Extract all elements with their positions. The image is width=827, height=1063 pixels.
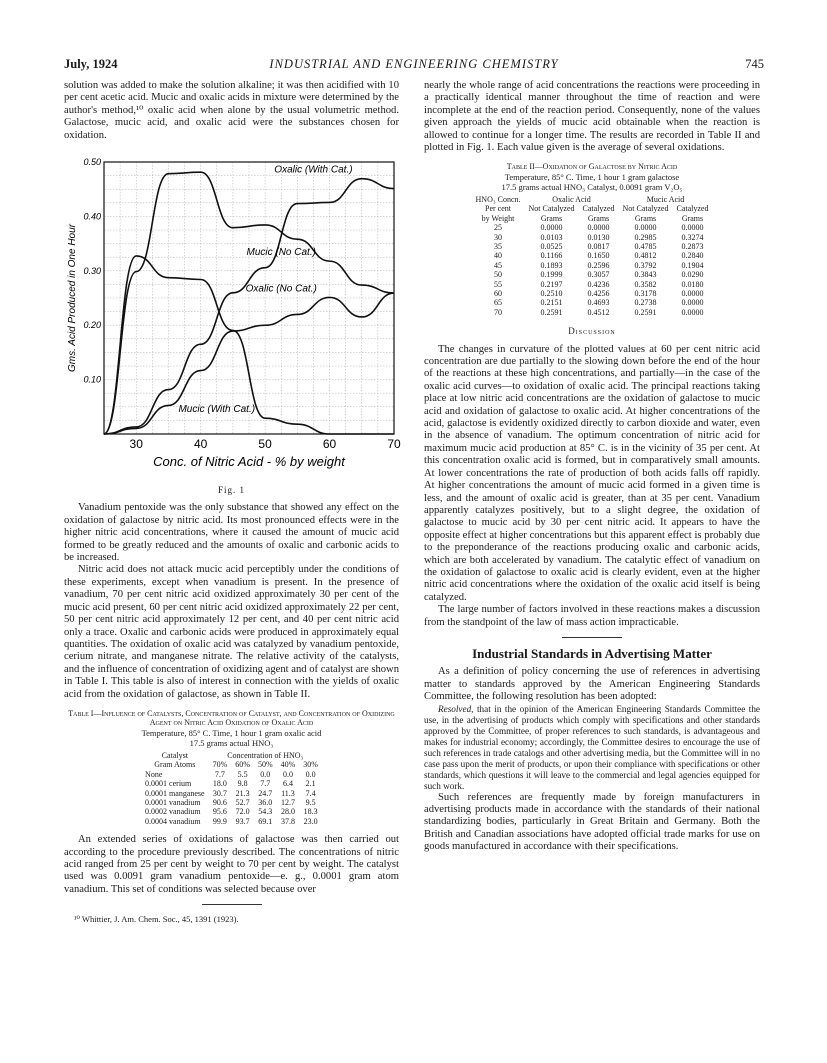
- table-cell: 0.0001 cerium: [145, 779, 192, 789]
- discussion-paragraph-1: The changes in curvature of the plotted values at 60 per cent nitric acid concentration are due partially to the slowing down before the end of the hour of the reactions at these high concentrations, and partially—in the case of the oxalic acid curves—to oxidation of oxalic acid. The principal reactions taking place at low nitric acid concentrations are the oxidation of galactose to mucic acid and oxidation of galactose to oxalic acid. At higher concentrations of the acid, galactose is evidently oxidized directly to carbon dioxide and water, even in the absence of vanadium. The optimum concentration of nitric acid for maximum mucic acid production at 85° C. is in the vicinity of 35 per cent. At this concentration oxalic acid is formed, but in comparatively small amounts. At lower concentrations the rate of production of both acids falls off rapidly. At higher concentrations the amount of mucic acid formed in a given time is less, and the amount of oxalic acid is greater, than at 35 per cent. Vanadium apparently catalyzes positively, but to a slight degree, the oxidation of galactose to mucic acid by 30 per cent nitric acid. It appears to have the opposite effect at higher concentrations but this apparent effect is probably due to the preponderance of the reactions producing oxalic and carbonic acids, which are both accelerated by vanadium. The catalytic effect of vanadium on the oxidation of galactose to oxalic acid is clearly evident, even at the higher nitric acid concentrations where the oxidation of the oxalic acid itself is being catalyzed.: [424, 343, 760, 603]
- figure-1: [64, 150, 399, 480]
- table-2-sub-header: Not Catalyzed: [622, 204, 669, 214]
- table-cell: 0.0000: [681, 307, 704, 317]
- right-column: [424, 80, 760, 854]
- table-cell: 0.0000: [634, 223, 657, 233]
- table-cell: 0.2510: [540, 289, 563, 298]
- table-cell: 50: [494, 270, 503, 280]
- table-row: [472, 289, 713, 298]
- table-cell: 0.4785: [634, 241, 657, 251]
- table-row: [472, 242, 713, 251]
- table-row: [141, 817, 322, 826]
- series-label: Oxalic (No Cat.): [245, 283, 317, 295]
- table-2-units: Grams: [540, 213, 563, 223]
- table-2-caption: Table II—Oxidation of Galactose by Nitric Acid: [506, 162, 678, 172]
- table-row: [141, 789, 322, 798]
- table-cell: 0.3843: [634, 270, 657, 280]
- table-cell: 54.3: [258, 807, 273, 817]
- table-cell: 36.0: [258, 797, 273, 807]
- x-tick-label: 60: [322, 437, 337, 452]
- x-tick-label: 30: [129, 437, 143, 452]
- table-cell: 70: [494, 307, 503, 317]
- series-label: Mucic (With Cat.): [178, 404, 256, 416]
- right-paragraph-1: nearly the whole range of acid concentrations the reactions were proceeding in a practically identical manner throughout the time of reaction and were incomplete at the end of the reaction period. Consequently, none of the values given approach the yields of mucic acid obtainable when the reaction is allowed to continue for a longer time. The results are recorded in Table II and plotted in Fig. 1. Each value given is the average of several oxidations.: [424, 80, 760, 154]
- table-cell: 6.4: [282, 779, 293, 789]
- table-1-body: [141, 770, 322, 826]
- table-cell: 0.0001 vanadium: [145, 797, 201, 807]
- table-cell: 0.0: [305, 769, 316, 779]
- table-cell: 0.3274: [681, 232, 704, 242]
- table-2-col-percent: Per cent: [485, 204, 512, 214]
- table-cell: 0.3582: [634, 279, 657, 289]
- journal-title: INDUSTRIAL AND ENGINEERING CHEMISTRY: [269, 57, 559, 71]
- table-row: [472, 280, 713, 289]
- y-tick-label: 0.20: [83, 320, 101, 331]
- table-cell: 12.7: [280, 797, 295, 807]
- discussion-paragraph-2: The large number of factors involved in these reactions makes a discussion from the standpoint of the law of mass action impracticable.: [424, 604, 760, 628]
- table-2-body: [472, 223, 713, 317]
- table-cell: 0.0002 vanadium: [145, 807, 201, 817]
- left-paragraph-3: Nitric acid does not attack mucic acid perceptibly under the conditions of these experiments, except when vanadium is present. In the presence of vanadium, 70 per cent nitric acid oxidized approximately 30 per cent of the mucic acid present, 60 per cent nitric acid oxidized approximately 22 per cent, 50 per cent nitric acid approximately 12 per cent, and 40 per cent nitric acid only a trace. Oxalic and carbonic acids were produced in approximately equal quantities. The oxidation of oxalic acid was catalyzed by vanadium pentoxide, cerium nitrate, and manganese nitrate. The relative activity of the catalysts, and the influence of concentration of oxidizing agent and of catalyst are shown in Table I. This table is also of interest in connection with the yields of oxalic acid from the oxidation of galactose, as shown in Table II.: [64, 564, 399, 700]
- table-row: [141, 807, 322, 816]
- x-axis-label: Conc. of Nitric Acid - % by weight: [153, 454, 345, 470]
- table-cell: 28.0: [280, 807, 295, 817]
- table-cell: 0.4236: [587, 279, 610, 289]
- table-cell: 99.9: [212, 816, 227, 826]
- table-cell: 30: [494, 232, 503, 242]
- table-cell: 7.4: [305, 788, 316, 798]
- table-cell: 0.1650: [587, 251, 610, 261]
- table-row: [472, 251, 713, 260]
- table-cell: 0.0: [282, 769, 293, 779]
- resolution-paragraph: [424, 704, 760, 792]
- table-2-col-concn: HNO₃ Concn.: [475, 194, 521, 204]
- table-2-col-by-weight: by Weight: [481, 213, 515, 223]
- table-cell: 0.1166: [540, 251, 563, 261]
- y-axis-label: Gms. Acid Produced in One Hour: [67, 224, 78, 373]
- table-cell: 30.7: [212, 788, 227, 798]
- y-tick-label: 0.30: [83, 265, 101, 276]
- left-paragraph-2: Vanadium pentoxide was the only substance that showed any effect on the oxidation of galactose by nitric acid. Its most pronounced effects were in the higher nitric acid concentrations, where it caused the amount of mucic acid formed to be greatly reduced and the amounts of oxalic and carbonic acids to be increased.: [64, 502, 399, 564]
- table-cell: 0.0000: [681, 298, 704, 308]
- table-cell: 0.2985: [634, 232, 657, 242]
- table-row: [472, 261, 713, 270]
- table-row: [472, 233, 713, 242]
- table-cell: 0.0000: [587, 223, 610, 233]
- table-2-group-oxalic: Oxalic Acid: [552, 194, 591, 204]
- table-1-conditions: [64, 728, 399, 748]
- table-2-conditions-line2: 17.5 grams actual HNO₃ Catalyst, 0.0091 gram V₂O₅: [501, 181, 683, 192]
- table-cell: 0.0000: [540, 223, 563, 233]
- table-row: [472, 223, 713, 232]
- table-cell: 9.5: [305, 797, 316, 807]
- page-number: 745: [745, 57, 764, 71]
- table-cell: 52.7: [235, 797, 250, 807]
- table-2: [472, 195, 713, 317]
- table-row: [141, 770, 322, 779]
- table-2-group-mucic: Mucic Acid: [646, 194, 685, 204]
- table-2-conditions-line1: Temperature, 85° C. Time, 1 hour 1 gram galactose: [504, 171, 680, 182]
- footnote-rule: [202, 904, 262, 905]
- figure-1-chart: [64, 150, 399, 480]
- table-cell: 0.0000: [681, 223, 704, 233]
- standards-paragraph-1: As a definition of policy concerning the use of references in advertising matter to standards approved by the American Engineering Standards Committee, the following resolution has been adopted:: [424, 666, 760, 703]
- resolved-label: Resolved,: [438, 703, 474, 714]
- table-cell: 0.2591: [634, 307, 657, 317]
- table-cell: 23.0: [303, 816, 318, 826]
- table-cell: 0.4693: [587, 298, 610, 308]
- table-cell: 95.6: [212, 807, 227, 817]
- table-cell: 45: [494, 260, 503, 270]
- table-cell: 7.7: [260, 779, 271, 789]
- table-cell: 40: [494, 251, 503, 261]
- resolution-text: that in the opinion of the American Engineering Standards Committee the use, in the advertising of products which comply with specifications and other standards approved by the Committee, of proper references to such standards, is advantageous and makes for industrial economy; accordingly, the Committee desires to encourage the use of such references in trade catalogs and other advertising media, but the Committee will in no case pass upon the merit of products, or upon their compliance with specifications or other standards, which questions it will leave to the commercial and legal agencies equipped for such work.: [424, 703, 761, 791]
- table-2-units: Grams: [681, 213, 704, 223]
- table-cell: 65: [494, 298, 503, 308]
- discussion-heading: Discussion: [568, 326, 616, 337]
- table-cell: 18.3: [303, 807, 318, 817]
- table-1-col-header: 70%: [212, 760, 228, 770]
- table-2-sub-header: Not Catalyzed: [528, 204, 575, 214]
- table-cell: 0.0525: [540, 241, 563, 251]
- table-row: [141, 779, 322, 788]
- left-paragraph-4: An extended series of oxidations of galactose was then carried out according to the procedure previously described. The concentrations of nitric acid ranged from 25 per cent by weight to 70 per cent by weight. The catalyst used was 0.0091 gram vanadium pentoxide—e. g., 0.0001 gram atom vanadium. This set of conditions was selected because over: [64, 834, 399, 895]
- series-label: Mucic (No Cat.): [246, 247, 316, 259]
- table-cell: 69.1: [258, 816, 273, 826]
- table-cell: 90.6: [212, 797, 227, 807]
- table-1-col-header: 60%: [235, 760, 250, 770]
- table-1-caption: Table I—Influence of Catalysts, Concentration of Catalyst, and Concentration of Oxidizing Agent on Nitric Acid Oxidation of Oxalic Acid: [68, 708, 395, 728]
- table-cell: 0.2591: [540, 307, 563, 317]
- table-row: [472, 270, 713, 279]
- table-2-units: Grams: [634, 213, 657, 223]
- section-heading: Industrial Standards in Advertising Matter: [472, 645, 712, 661]
- table-cell: 0.0180: [681, 279, 704, 289]
- table-cell: 55: [494, 279, 503, 289]
- table-1-col-header: 30%: [303, 760, 318, 770]
- table-1-col-header: 50%: [257, 760, 273, 770]
- table-cell: 0.0004 vanadium: [145, 816, 201, 826]
- table-cell: 93.7: [235, 816, 250, 826]
- figure-caption: Fig. 1: [217, 485, 245, 496]
- table-1-conditions-line1: Temperature, 85° C. Time, 1 hour 1 gram oxalic acid: [141, 727, 322, 738]
- table-cell: 0.2151: [540, 298, 563, 308]
- table-cell: 35: [494, 241, 503, 251]
- table-cell: 7.7: [214, 769, 225, 779]
- table-cell: 0.2596: [587, 260, 610, 270]
- table-cell: 0.3792: [634, 260, 657, 270]
- table-cell: 11.3: [281, 788, 295, 798]
- table-cell: 0.0103: [540, 232, 563, 242]
- table-row: [472, 298, 713, 307]
- table-cell: 0.0: [260, 769, 271, 779]
- table-1: [141, 751, 322, 826]
- table-cell: 0.3178: [634, 289, 657, 298]
- table-1-group-header: Concentration of HNO₃: [227, 750, 304, 760]
- table-cell: 0.0001 manganese: [145, 788, 205, 798]
- section-rule: [562, 637, 622, 638]
- series-label: Oxalic (With Cat.): [274, 164, 353, 176]
- issue-date: July, 1924: [64, 57, 118, 71]
- table-cell: 0.4812: [634, 251, 657, 261]
- table-cell: 0.1904: [681, 260, 704, 270]
- table-cell: 37.8: [280, 816, 295, 826]
- table-cell: 21.3: [235, 788, 250, 798]
- x-tick-label: 40: [193, 437, 208, 452]
- running-header: [64, 57, 764, 75]
- table-2-units: Grams: [587, 213, 610, 223]
- table-1-col-catalyst: Catalyst: [161, 750, 188, 760]
- left-column: [64, 80, 399, 926]
- x-tick-label: 50: [258, 437, 272, 452]
- table-2-sub-header: Catalyzed: [582, 204, 615, 214]
- table-2-sub-header: Catalyzed: [676, 204, 709, 214]
- standards-paragraph-2: Such references are frequently made by foreign manufacturers in advertising products made in accordance with the standards of their national standardizing bodies, particularly in Great Britain and Germany. Both the British and Canadian associations have adopted official trade marks for use on goods manufactured in accordance with their specifications.: [424, 791, 760, 853]
- table-cell: 0.0130: [587, 232, 610, 242]
- table-cell: 0.2873: [681, 241, 704, 251]
- table-cell: 0.1999: [540, 270, 563, 280]
- table-cell: 0.4512: [587, 307, 610, 317]
- table-cell: 2.1: [305, 779, 316, 789]
- table-cell: None: [145, 769, 163, 779]
- footnote: ¹⁰ Whittier, J. Am. Chem. Soc., 45, 1391 (1923).: [74, 914, 239, 925]
- table-cell: 24.7: [258, 788, 273, 798]
- table-cell: 9.8: [237, 779, 248, 789]
- table-1-conditions-line2: 17.5 grams actual HNO₃: [189, 737, 274, 748]
- table-cell: 72.0: [235, 807, 250, 817]
- table-cell: 0.4256: [587, 289, 610, 298]
- table-cell: 18.0: [212, 779, 227, 789]
- table-2-conditions: [424, 172, 760, 192]
- y-tick-label: 0.40: [83, 211, 101, 222]
- table-cell: 60: [494, 289, 503, 298]
- table-cell: 5.5: [237, 769, 248, 779]
- table-cell: 25: [494, 223, 503, 233]
- table-cell: 0.2738: [634, 298, 657, 308]
- table-cell: 0.2840: [681, 251, 704, 261]
- table-cell: 0.0000: [681, 289, 704, 298]
- y-tick-label: 0.50: [83, 157, 101, 168]
- table-1-col-header: 40%: [280, 760, 296, 770]
- table-row: [141, 798, 322, 807]
- y-tick-label: 0.10: [83, 374, 101, 385]
- table-cell: 0.3057: [587, 270, 610, 280]
- table-cell: 0.1893: [540, 260, 563, 270]
- table-1-col-gram-atoms: Gram Atoms: [154, 760, 196, 770]
- table-row: [472, 308, 713, 317]
- table-cell: 0.0817: [587, 241, 610, 251]
- table-cell: 0.0290: [681, 270, 704, 280]
- table-cell: 0.2197: [540, 279, 563, 289]
- left-paragraph-1: solution was added to make the solution alkaline; it was then acidified with 10 per cent acetic acid. Mucic and oxalic acids in mixture were determined by the author's method,¹⁰ oxalic acid when alone by the usual volumetric method. Galactose, mucic acid, and oxalic acid were the substances chosen for oxidation.: [64, 80, 399, 141]
- x-tick-label: 70: [387, 437, 401, 452]
